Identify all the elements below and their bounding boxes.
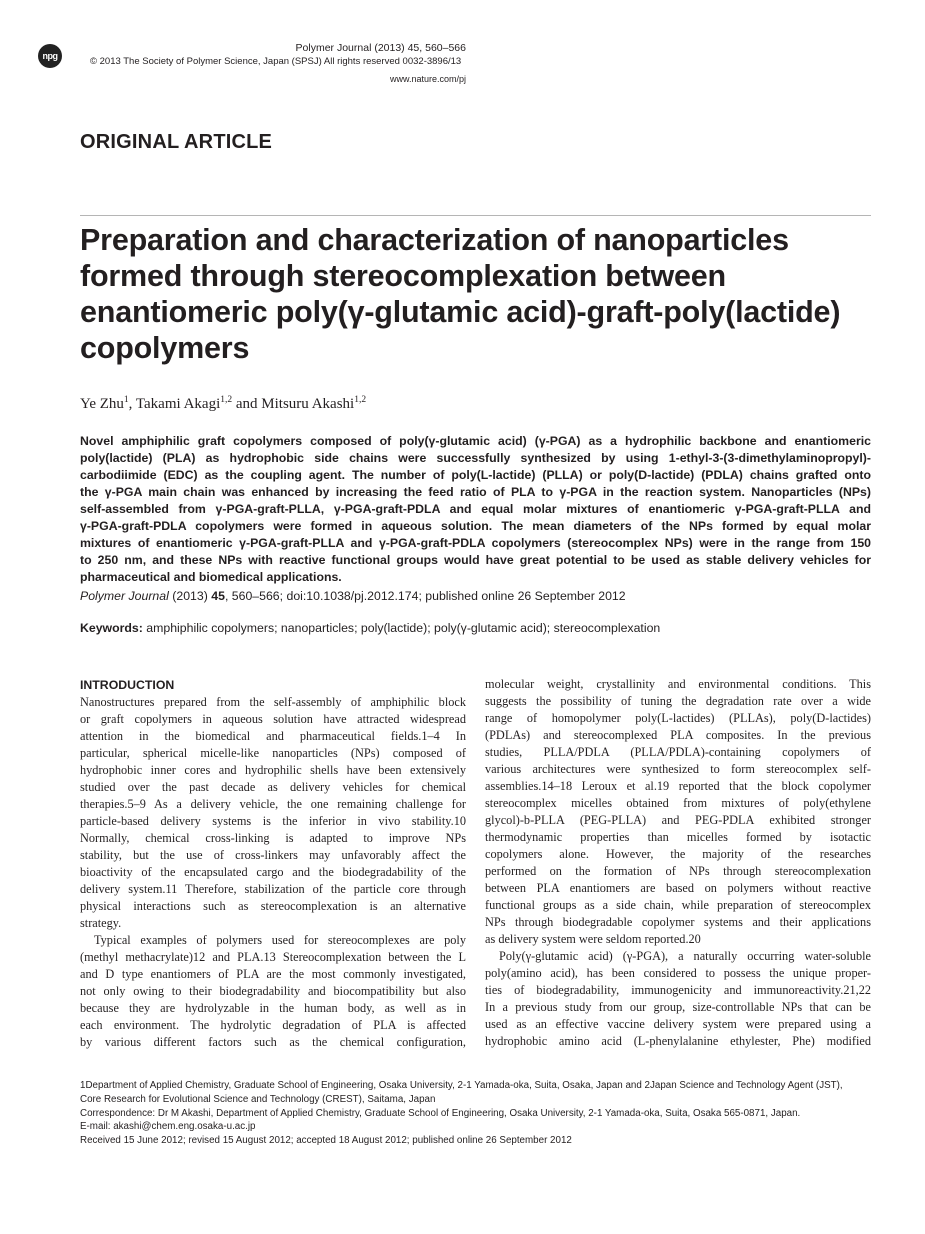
journal-url[interactable]: www.nature.com/pj bbox=[389, 74, 466, 84]
body-line: hydrophobic inner cores and hydrophilic shells have been extensively bbox=[80, 763, 466, 777]
abstract-line: γ-PGA-graft-PDLA copolymers were formed in aqueous solution. The mean diameters of the NPs formed by equal molar bbox=[80, 519, 871, 533]
abstract-line: mixtures of enantiomeric γ-PGA-graft-PLLA and γ-PGA-graft-PDLA copolymers (stereocomplex NPs) were in the range from 150 bbox=[80, 536, 871, 550]
affiliation-mark: 1,2 bbox=[220, 395, 233, 405]
footnotes bbox=[80, 1079, 880, 1148]
affiliation-mark: 1,2 bbox=[354, 395, 367, 405]
citation-volume: 45 bbox=[211, 589, 225, 603]
body-line: poly(amino acid), has been considered to possess the unique proper- bbox=[485, 966, 871, 980]
abstract-line: self-assembled from γ-PGA-graft-PLLA, γ-PGA-graft-PDLA and equal molar mixtures of enantiomeric γ-PGA-graft-PLLA and bbox=[80, 502, 871, 516]
section-heading: INTRODUCTION bbox=[80, 678, 175, 692]
abstract-line: pharmaceutical and biomedical applications. bbox=[80, 570, 342, 584]
citation-year: (2013) bbox=[168, 589, 212, 603]
title-line: copolymers bbox=[80, 331, 250, 365]
body-line: stereocomplex micelles obtained from mixtures of poly(ethylene bbox=[485, 796, 871, 810]
body-line: attention in the biomedical and pharmaceutical fields.1–4 In bbox=[80, 729, 466, 743]
keywords-label: Keywords: bbox=[80, 621, 143, 635]
footnote-received-dates: Received 15 June 2012; revised 15 August 2012; accepted 18 August 2012; published online 26 September 2012 bbox=[80, 1135, 572, 1147]
affiliation-mark: 1 bbox=[123, 395, 129, 405]
body-column-left bbox=[80, 677, 466, 1051]
body-line: each environment. The hydrolytic degradation of PLA is affected bbox=[80, 1018, 466, 1032]
body-column-right bbox=[485, 676, 871, 1050]
npg-logo: npg bbox=[38, 44, 62, 68]
abstract-line: carbodiimide (EDC) as the coupling agent. The number of poly(L-lactide) (PLLA) or poly(D-lactide) (PDLA) chains grafted onto bbox=[80, 468, 871, 482]
body-line: (methyl methacrylate)12 and PLA.13 Stereocomplexation between the L bbox=[80, 950, 466, 964]
abstract-line: the γ-PGA main chain was enhanced by increasing the feed ratio of PLA to γ-PGA in the reaction system. Nanoparticles (NPs) bbox=[80, 485, 871, 499]
body-line: Poly(γ-glutamic acid) (γ-PGA), a naturally occurring water-soluble bbox=[499, 949, 871, 963]
author-list bbox=[80, 396, 366, 413]
author-name: Mitsuru Akashi bbox=[261, 396, 355, 412]
body-line: functional groups as a side chain, while preparation of stereocomplex bbox=[485, 898, 871, 912]
citation-doi[interactable]: , 560–566; doi:10.1038/pj.2012.174; published online 26 September 2012 bbox=[224, 589, 626, 603]
body-line: between PLA enantiomers are based on polymers without reactive bbox=[485, 881, 871, 895]
abstract-line: to 250 nm, and these NPs with reactive functional groups would have great potential to be used as stable delivery vehicles for bbox=[80, 553, 871, 567]
article-citation bbox=[80, 589, 626, 603]
body-line: stability, but the use of cross-linkers may unfavorably affect the bbox=[80, 848, 466, 862]
article-title bbox=[80, 222, 880, 366]
body-line: studied over the past decade as delivery vehicles for chemical bbox=[80, 780, 466, 794]
body-line: or graft copolymers in aqueous solution have attracted widespread bbox=[80, 712, 466, 726]
body-line: because they are hydrolyzable in the human body, as well as in bbox=[80, 1001, 466, 1015]
body-line: ties of biodegradability, immunogenicity and immunoreactivity.21,22 bbox=[485, 983, 871, 997]
copyright-line: © 2013 The Society of Polymer Science, Japan (SPSJ) All rights reserved 0032-3896/13 bbox=[90, 56, 462, 67]
body-line: various architectures were synthesized to form stereocomplex self- bbox=[485, 762, 871, 776]
title-line: enantiomeric poly(γ-glutamic acid)-graft-poly(lactide) bbox=[80, 295, 841, 329]
author-separator: , bbox=[128, 396, 136, 412]
author-name: Ye Zhu bbox=[80, 396, 124, 412]
body-line: (PDLAs) and stereocomplexed PLA composites. In the previous bbox=[485, 728, 871, 742]
body-line: Typical examples of polymers used for stereocomplexes are poly bbox=[94, 933, 466, 947]
journal-citation-header: Polymer Journal (2013) 45, 560–566 bbox=[295, 42, 466, 54]
body-line: particular, spherical micelle-like nanoparticles (NPs) composed of bbox=[80, 746, 466, 760]
author-name: Takami Akagi bbox=[135, 396, 221, 412]
abstract-line: Novel amphiphilic graft copolymers composed of poly(γ-glutamic acid) (γ-PGA) as a hydrophilic backbone and enantiomeric bbox=[80, 434, 871, 448]
title-divider bbox=[80, 215, 871, 216]
abstract bbox=[80, 433, 871, 586]
article-type-label: ORIGINAL ARTICLE bbox=[80, 131, 273, 153]
body-line: range of homopolymer poly(L-lactides) (PLLAs), poly(D-lactides) bbox=[485, 711, 871, 725]
body-line: assemblies.14–18 Leroux et al.19 reported that the block copolymer bbox=[485, 779, 871, 793]
body-line: not only owing to their biodegradability and biocompatibility but also bbox=[80, 984, 466, 998]
footnote-correspondence: Correspondence: Dr M Akashi, Department of Applied Chemistry, Graduate School of Engineering, Osaka University, 2-1 Yamada-oka, Suita, Osaka 565-0871, Japan. bbox=[80, 1107, 801, 1119]
body-line: used as an effective vaccine delivery system were prepared using a bbox=[485, 1017, 871, 1031]
body-line: bioactivity of the encapsulated cargo and the biodegradability of the bbox=[80, 865, 466, 879]
body-line: Normally, chemical cross-linking is adapted to improve NPs bbox=[80, 831, 466, 845]
title-line: formed through stereocomplexation between bbox=[80, 259, 726, 293]
body-line: suggests the possibility of tuning the degradation rate over a wide bbox=[485, 694, 871, 708]
footnote-email[interactable]: E-mail: akashi@chem.eng.osaka-u.ac.jp bbox=[80, 1121, 256, 1133]
body-line: copolymers alone. However, the majority of the researches bbox=[485, 847, 871, 861]
body-line: strategy. bbox=[80, 916, 122, 930]
body-line: molecular weight, crystallinity and environmental conditions. This bbox=[485, 677, 871, 691]
keywords-text: amphiphilic copolymers; nanoparticles; poly(lactide); poly(γ-glutamic acid); stereocomplexation bbox=[142, 621, 661, 635]
author-separator: and bbox=[232, 396, 262, 412]
body-line: hydrophobic amino acid (L-phenylalanine ethylester, Phe) modified bbox=[485, 1034, 871, 1048]
body-line: delivery system.11 Therefore, stabilization of the particle core through bbox=[80, 882, 466, 896]
keywords bbox=[80, 621, 660, 635]
body-line: In a previous study from our group, size-controllable NPs that can be bbox=[485, 1000, 871, 1014]
title-line: Preparation and characterization of nanoparticles bbox=[80, 223, 789, 257]
body-line: physical interactions such as stereocomplexation is an alternative bbox=[80, 899, 466, 913]
body-line: glycol)-b-PLLA (PEG-PLLA) and PEG-PDLA exhibited stronger bbox=[485, 813, 871, 827]
footnote-affiliations: 1Department of Applied Chemistry, Graduate School of Engineering, Osaka University, 2-1 Yamada-oka, Suita, Osaka, Japan and 2Japan Science and Technology Agent (JST), bbox=[80, 1080, 843, 1091]
body-line: studies, PLLA/PDLA (PLLA/PDLA)-containing copolymers of bbox=[485, 745, 871, 759]
body-line: thermodynamic properties than micelles formed by isotactic bbox=[485, 830, 871, 844]
body-line: NPs through biodegradable copolymer systems and their applications bbox=[485, 915, 871, 929]
body-line: particle-based delivery systems is the inferior in vivo stability.10 bbox=[80, 814, 466, 828]
body-line: performed on the formation of NPs through stereocomplexation bbox=[485, 864, 871, 878]
body-line: and D type enantiomers of PLA are the most commonly investigated, bbox=[80, 967, 466, 981]
body-line: as delivery system were seldom reported.20 bbox=[485, 932, 701, 946]
body-line: by various different factors such as the chemical configuration, bbox=[80, 1035, 466, 1049]
citation-journal: Polymer Journal bbox=[80, 589, 169, 603]
body-line: Nanostructures prepared from the self-assembly of amphiphilic block bbox=[80, 695, 466, 709]
abstract-line: poly(lactide) (PLA) as hydrophobic side chains were successfully synthesized by using 1-ethyl-3-(3-dimethylaminopropyl)- bbox=[80, 451, 871, 465]
footnote-affiliations: Core Research for Evolutional Science and Technology (CREST), Saitama, Japan bbox=[80, 1093, 436, 1105]
body-line: therapies.5–9 As a delivery vehicle, the one remaining challenge for bbox=[80, 797, 466, 811]
